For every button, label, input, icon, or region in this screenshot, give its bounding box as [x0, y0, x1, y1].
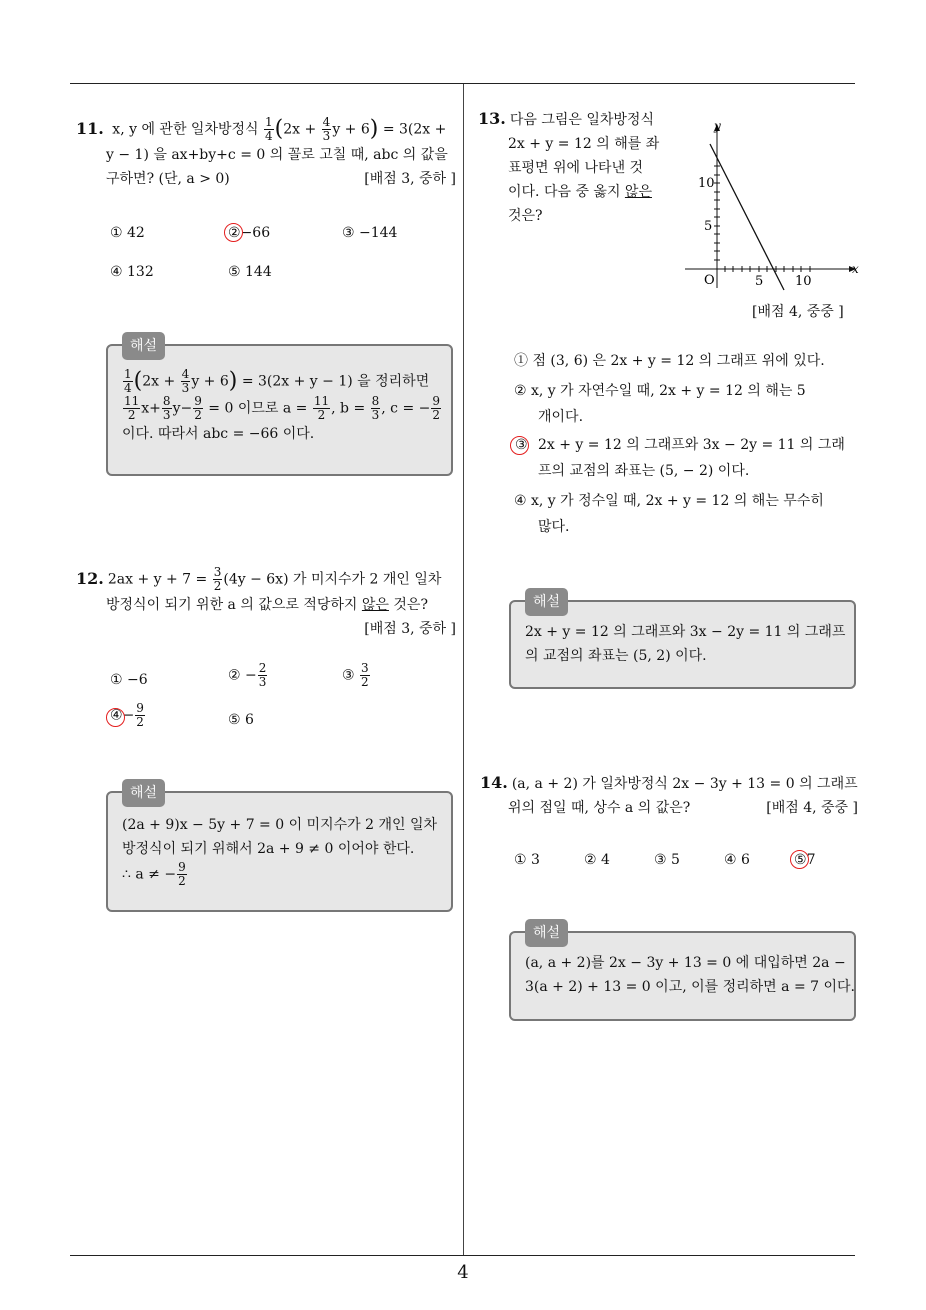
bottom-rule	[70, 1255, 855, 1256]
answer-circle-mark	[106, 708, 125, 727]
y-tick-10: 10	[698, 176, 715, 191]
q13-explanation: 해설 2x + y = 12 의 그래프와 3x − 2y = 11 의 그래프 의 교점의 좌표는 (5, 2) 이다.	[509, 600, 856, 689]
q11-choices	[110, 225, 450, 295]
question-11	[76, 116, 456, 191]
x-tick-5: 5	[755, 274, 764, 289]
q14-choice-1[interactable]: ① 3	[514, 852, 540, 868]
q12-explanation: 해설 (2a + 9)x − 5y + 7 = 0 이 미지수가 2 개인 일차 방정식이 되기 위해서 2a + 9 ≠ 0 이어야 한다. ∴ a ≠ − $\frac{9}{2}$	[106, 791, 453, 912]
q11-line1: 11. x, y 에 관한 일차방정식 $\frac{1}{4}$ (2x + $\frac{4}{3}$ y + 6) = 3(2x +	[76, 115, 447, 143]
q14-choice-3[interactable]: ③ 5	[654, 852, 680, 868]
q13-choice-4[interactable]: ④ x, y 가 정수일 때, 2x + y = 12 의 해는 무수히	[514, 493, 824, 509]
column-divider	[463, 84, 464, 1256]
answer-circle-mark	[224, 223, 243, 242]
q11-choice-1[interactable]: ① 42	[110, 225, 145, 241]
q12-choice-4[interactable]: ④− $\frac{9}{2}$	[110, 702, 146, 729]
page-number: 4	[457, 1262, 469, 1283]
q13-score: [배점 4, 중중 ]	[752, 304, 844, 320]
q12-choice-2[interactable]: ② − $\frac{2}{3}$	[228, 661, 267, 689]
score-label: [배점 4, 중중 ]	[766, 800, 858, 816]
q11-choice-5[interactable]: ⑤ 144	[228, 264, 272, 280]
q13-choices: ① 점 (3, 6) 은 2x + y = 12 의 그래프 위에 있다. ② x, y 가 자연수일 때, 2x + y = 12 의 해는 5 개이다. ③ 2x + y = 12 의 그래프와 3x − 2y = 11 의 그래 프의 교점의 좌표는 (5, − 2) 이다. ④ x, y 가 정수일 때, 2x + y = 12 의 해는 무수히 많다.	[514, 348, 854, 540]
q12-choice-1[interactable]: ① −6	[110, 672, 148, 688]
answer-circle-mark	[790, 850, 809, 869]
x-tick-10: 10	[795, 274, 812, 289]
q14-choices	[514, 852, 854, 876]
x-axis-label: x	[852, 262, 859, 276]
y-tick-5: 5	[704, 219, 713, 234]
explanation-tag: 해설	[525, 588, 568, 616]
score-label: [배점 3, 중하 ]	[364, 621, 456, 637]
q12-choices	[110, 662, 450, 742]
question-12: 12. 2ax + y + 7 = $\frac{3}{2}$ (4y − 6x) 가 미지수가 2 개인 일차 방정식이 되기 위한 a 의 값으로 적당하지 않은 것은? [배점 3, 중하 ]	[76, 565, 456, 637]
q14-explanation: 해설 (a, a + 2)를 2x − 3y + 13 = 0 에 대입하면 2a − 3(a + 2) + 13 = 0 이고, 이를 정리하면 a = 7 이다.	[509, 931, 856, 1021]
q13-choice-3[interactable]: ③ 2x + y = 12 의 그래프와 3x − 2y = 11 의 그래	[514, 432, 854, 458]
explanation-tag: 해설	[525, 919, 568, 947]
question-number: 11.	[76, 118, 104, 138]
q14-choice-5[interactable]: ⑤7	[794, 852, 815, 868]
q14-choice-4[interactable]: ④ 6	[724, 852, 750, 868]
q11-choice-4[interactable]: ④ 132	[110, 264, 154, 280]
q11-choice-2[interactable]: ②−66	[228, 225, 270, 241]
origin-label: O	[704, 273, 715, 288]
q11-line2: y − 1) 을 ax+by+c = 0 의 꼴로 고칠 때, abc 의 값을	[106, 147, 448, 163]
score-label: [배점 3, 중하 ]	[364, 171, 456, 187]
q13-choice-2[interactable]: ② x, y 가 자연수일 때, 2x + y = 12 의 해는 5	[514, 383, 806, 399]
question-14: 14. (a, a + 2) 가 일차방정식 2x − 3y + 13 = 0 의 그래프 위의 점일 때, 상수 a 의 값은? [배점 4, 중중 ]	[480, 771, 858, 820]
q12-choice-3[interactable]: ③ $\frac{3}{2}$	[342, 661, 369, 689]
q12-choice-5[interactable]: ⑤ 6	[228, 712, 254, 728]
q14-choice-2[interactable]: ② 4	[584, 852, 610, 868]
question-number: 13.	[478, 109, 506, 128]
q11-choice-3[interactable]: ③ −144	[342, 225, 398, 241]
explanation-tag: 해설	[122, 779, 165, 807]
question-number: 12.	[76, 568, 104, 588]
q13-line-graph	[680, 116, 865, 296]
q11-line3: 구하면? (단, a > 0) [배점 3, 중하 ]	[76, 167, 456, 191]
q13-choice-1[interactable]: ① 점 (3, 6) 은 2x + y = 12 의 그래프 위에 있다.	[514, 353, 825, 369]
question-number: 14.	[480, 773, 508, 792]
y-axis-label: y	[714, 119, 721, 133]
explanation-tag: 해설	[122, 332, 165, 360]
question-13: 13. 다음 그림은 일차방정식 2x + y = 12 의 해를 좌 표평면 위에 나타낸 것 이다. 다음 중 옳지 않은 것은?	[478, 109, 660, 224]
q11-explanation: 해설 $\frac{1}{4}$ (2x + $\frac{4}{3}$ y + 6) = 3(2x + y − 1) 을 정리하면 $\frac{11}{2}$ x+ $\frac{8}{3}$ y− $\frac{9}{2}$ = 0 이므로 a = $\frac{11}{2}$ , b = $\frac{8}{3}$ , c = − $\frac{9}{2}$ 이다. 따라서 abc = −66 이다.	[106, 344, 453, 476]
